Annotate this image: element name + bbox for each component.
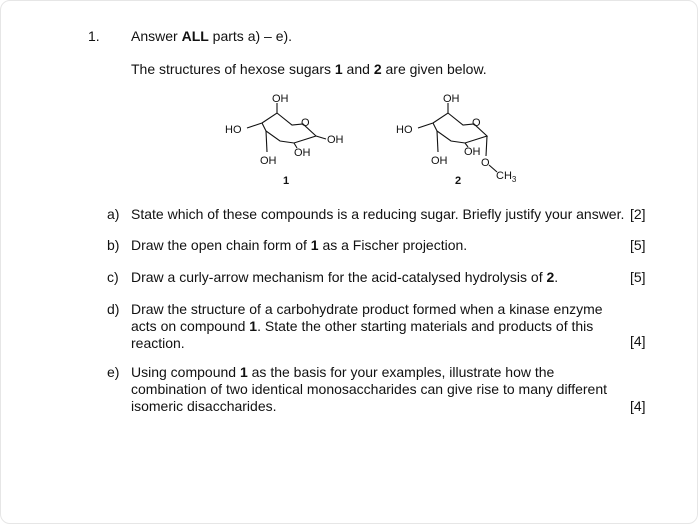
part-c-suffix: . bbox=[554, 269, 559, 285]
instruction-suffix: parts a) – e). bbox=[208, 28, 293, 44]
s1-ho-left: HO bbox=[225, 124, 242, 136]
structure-1-bond-oh-right bbox=[316, 136, 326, 139]
part-b-prefix: Draw the open chain form of bbox=[131, 237, 311, 253]
structure-1-bond-ho bbox=[247, 123, 262, 128]
part-c-marks: [5] bbox=[630, 269, 646, 285]
part-d-letter: d) bbox=[107, 301, 120, 317]
part-d-suffix: . State the other starting materials and products of this reaction. bbox=[131, 318, 594, 351]
instruction-bold: ALL bbox=[181, 28, 209, 44]
intro-prefix: The structures of hexose sugars bbox=[131, 61, 335, 77]
structure-1-bond-oh-bottom bbox=[266, 131, 267, 152]
part-e-text bbox=[131, 364, 609, 415]
part-b-bold: 1 bbox=[310, 237, 319, 253]
part-c-text bbox=[131, 269, 609, 286]
part-b-marks: [5] bbox=[630, 237, 646, 253]
s2-ho-left: HO bbox=[396, 124, 413, 136]
part-a-marks: [2] bbox=[630, 206, 646, 222]
intro-mid: and bbox=[342, 61, 374, 77]
question-number: 1. bbox=[88, 28, 100, 44]
part-b-suffix: as a Fischer projection. bbox=[318, 237, 468, 253]
s2-ch3-main: CH bbox=[496, 170, 512, 182]
s2-ch3 bbox=[496, 170, 517, 184]
structure-1 bbox=[247, 103, 326, 152]
s1-oh-top: OH bbox=[272, 93, 289, 105]
part-c-letter: c) bbox=[107, 269, 119, 285]
s1-ring-o: O bbox=[301, 117, 310, 129]
s1-oh-inner: OH bbox=[294, 147, 311, 159]
s2-o-methyl: O bbox=[481, 157, 490, 169]
part-b-text bbox=[131, 237, 609, 254]
part-c-prefix: Draw a curly-arrow mechanism for the acid-catalysed hydrolysis of bbox=[131, 269, 547, 285]
part-e-marks: [4] bbox=[630, 398, 646, 414]
sugar-structures bbox=[0, 0, 700, 200]
structure-2-bond-ho bbox=[418, 123, 433, 128]
part-e-prefix: Using compound bbox=[131, 364, 240, 380]
part-d-bold: 1 bbox=[249, 318, 258, 334]
s2-oh-inner: OH bbox=[464, 146, 481, 158]
intro-bold-2: 2 bbox=[373, 61, 382, 77]
s1-oh-bottom: OH bbox=[260, 155, 277, 167]
part-d-text bbox=[131, 301, 609, 352]
part-e-bold: 1 bbox=[239, 364, 248, 380]
part-a-letter: a) bbox=[107, 206, 120, 222]
part-d-marks: [4] bbox=[630, 333, 646, 349]
intro-suffix: are given below. bbox=[381, 61, 487, 77]
s2-ch3-sub: 3 bbox=[511, 175, 517, 184]
structure-2-bond-glycosidic bbox=[486, 136, 487, 156]
part-b-letter: b) bbox=[107, 237, 120, 253]
s2-ring-o: O bbox=[472, 117, 481, 129]
part-e-suffix: as the basis for your examples, illustrate how the combination of two identical monosaccharides can give rise to many different isomeric disaccharides. bbox=[131, 364, 607, 414]
structure-2-label: 2 bbox=[455, 175, 462, 187]
intro-bold-1: 1 bbox=[334, 61, 343, 77]
part-a-text: State which of these compounds is a reducing sugar. Briefly justify your answer. bbox=[131, 206, 625, 222]
part-d-prefix: Draw the structure of a carbohydrate product formed when a kinase enzyme acts on compound bbox=[131, 301, 603, 334]
s2-oh-bottom: OH bbox=[431, 155, 448, 167]
part-c-bold: 2 bbox=[546, 269, 555, 285]
s2-oh-top: OH bbox=[443, 93, 460, 105]
part-e-letter: e) bbox=[107, 364, 120, 380]
s1-oh-right: OH bbox=[327, 134, 344, 146]
instruction-prefix: Answer bbox=[131, 28, 182, 44]
structure-2-bond-oh-bottom bbox=[437, 131, 438, 152]
structure-1-label: 1 bbox=[283, 175, 290, 187]
